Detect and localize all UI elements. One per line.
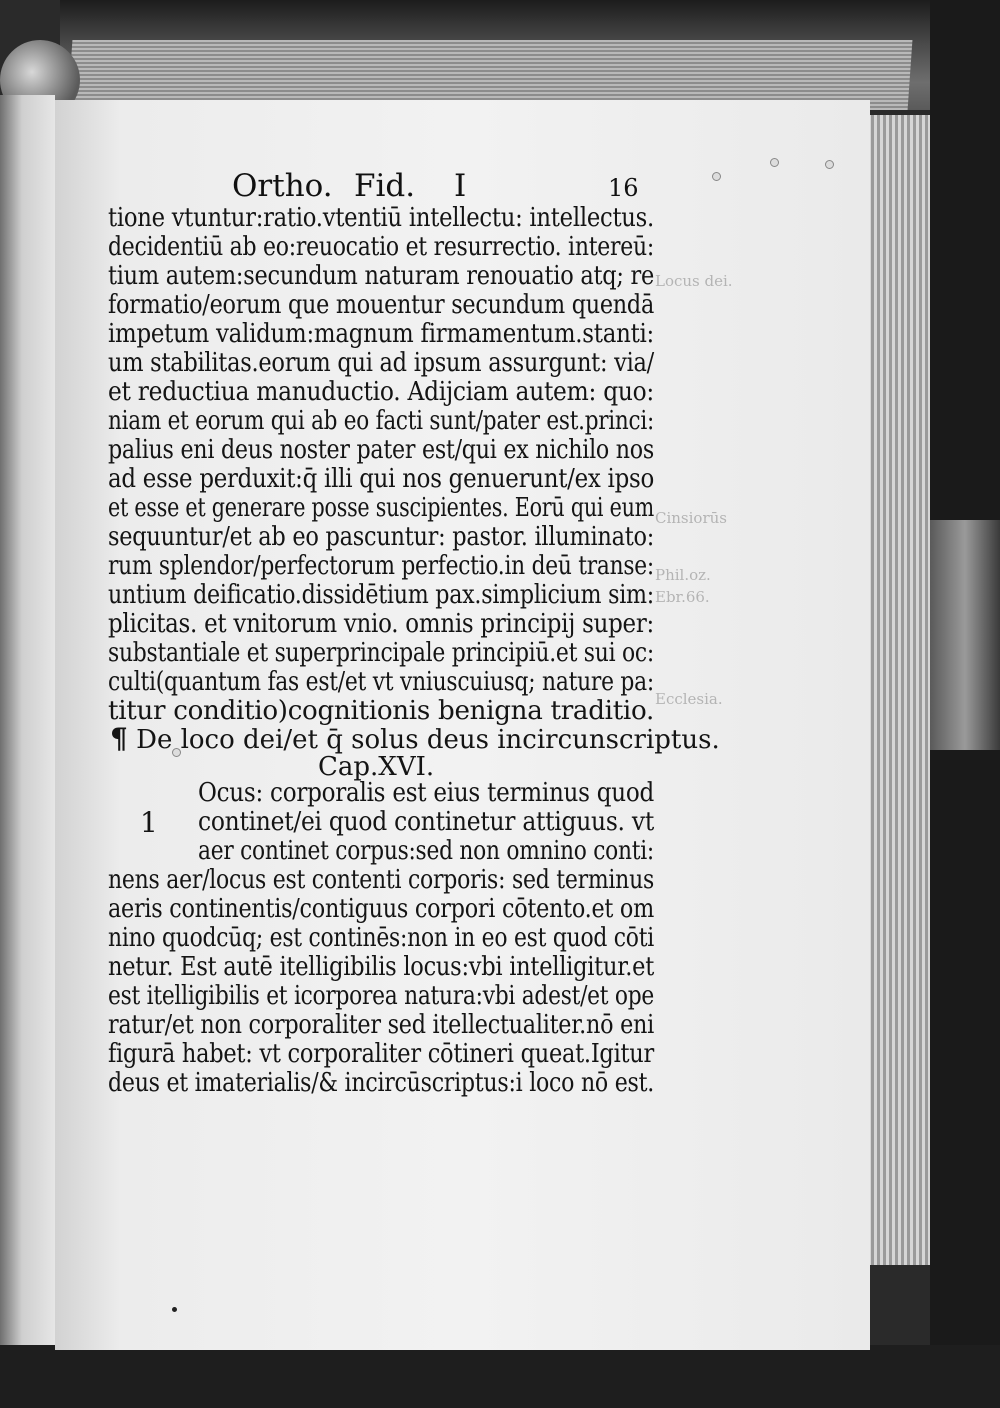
background-bottom: [0, 1345, 1000, 1408]
chapter-title: De loco dei/et q̄ solus deus incircunscriptus.: [136, 725, 720, 755]
right-page-edges: [868, 115, 930, 1265]
text-line: continet/ei quod continetur attiguus. vt: [198, 807, 654, 837]
bleed-line: Ecclesia.: [655, 690, 723, 708]
text-line: formatio/eorum que mouentur secundum quendā: [108, 290, 654, 320]
text-line: deus et imaterialis/& incircūscriptus:i loco nō est.: [108, 1068, 654, 1098]
text-line: tium autem:secundum naturam renouatio atq; re: [108, 261, 654, 291]
running-header: [232, 168, 652, 208]
text-line: nens aer/locus est contenti corporis: sed terminus: [108, 865, 654, 895]
text-line: culti(quantum fas est/et vt vniuscuiusq; nature pa:: [108, 667, 654, 697]
text-line: ratur/et non corporaliter sed itellectualiter.nō eni: [108, 1010, 654, 1040]
text-line: netur. Est autē itelligibilis locus:vbi intelligitur.et: [108, 952, 654, 982]
bleed-line: Ebr.66.: [655, 588, 710, 606]
text-line: impetum validum:magnum firmamentum.stanti:: [108, 319, 654, 349]
speck: [172, 1307, 177, 1312]
bleed-through-text: [655, 270, 775, 790]
text-line: sequuntur/et ab eo pascuntur: pastor. illuminato:: [108, 522, 654, 552]
bleed-line: Cinsiorūs: [655, 509, 727, 527]
text-line: est itelligibilis et icorporea natura:vbi adest/et ope: [108, 981, 654, 1011]
text-line: figurā habet: vt corporaliter cōtineri queat.Igitur: [108, 1039, 654, 1069]
paragraph-mark-icon: ¶: [110, 722, 128, 755]
text-line: tione vtuntur:ratio.vtentiū intellectu: intellectus.: [108, 203, 654, 233]
folio-number: 16: [608, 174, 639, 202]
text-line: um stabilitas.eorum qui ad ipsum assurgunt: via/: [108, 348, 654, 378]
text-line: titur conditio)cognitionis benigna traditio.: [108, 696, 654, 726]
header-subtitle: Fid.: [354, 168, 416, 204]
text-line: untium deificatio.dissidētium pax.simplicium sim:: [108, 580, 654, 610]
text-line: Ocus: corporalis est eius terminus quod: [198, 778, 654, 808]
chapter-number: Cap.XVI.: [318, 752, 435, 782]
wormhole: [712, 172, 721, 181]
left-page-edge: [0, 95, 55, 1345]
bleed-line: Phil.oz.: [655, 566, 711, 584]
bleed-line: Locus dei.: [655, 272, 733, 290]
header-title: Ortho.: [232, 168, 333, 204]
chapter-heading: [110, 722, 720, 755]
wormhole: [770, 158, 779, 167]
wormhole: [825, 160, 834, 169]
text-line: et reductiua manuductio. Adijciam autem: quo:: [108, 377, 654, 407]
text-line: rum splendor/perfectorum perfectio.in deū transe:: [108, 551, 654, 581]
text-line: nino quodcūq; est continēs:non in eo est quod cōti: [108, 923, 654, 953]
text-line: et esse et generare posse suscipientes. Eorū qui eum: [108, 493, 654, 523]
text-line: plicitas. et vnitorum vnio. omnis principij super:: [108, 609, 654, 639]
text-line: palius eni deus noster pater est/qui ex nichilo nos: [108, 435, 654, 465]
binding-strap: [930, 520, 1000, 750]
header-book-number: I: [454, 168, 467, 204]
text-line: decidentiū ab eo:reuocatio et resurrectio. intereū:: [108, 232, 654, 262]
text-line: aer continet corpus:sed non omnino conti:: [198, 836, 654, 866]
text-line: substantiale et superprincipale principiū.et sui oc:: [108, 638, 654, 668]
margin-number: 1: [140, 806, 158, 839]
text-line: niam et eorum qui ab eo facti sunt/pater est.princi:: [108, 406, 654, 436]
text-line: aeris continentis/contiguus corpori cōtento.et om: [108, 894, 654, 924]
text-line: ad esse perduxit:q̄ illi qui nos genuerunt/ex ipso: [108, 464, 654, 494]
